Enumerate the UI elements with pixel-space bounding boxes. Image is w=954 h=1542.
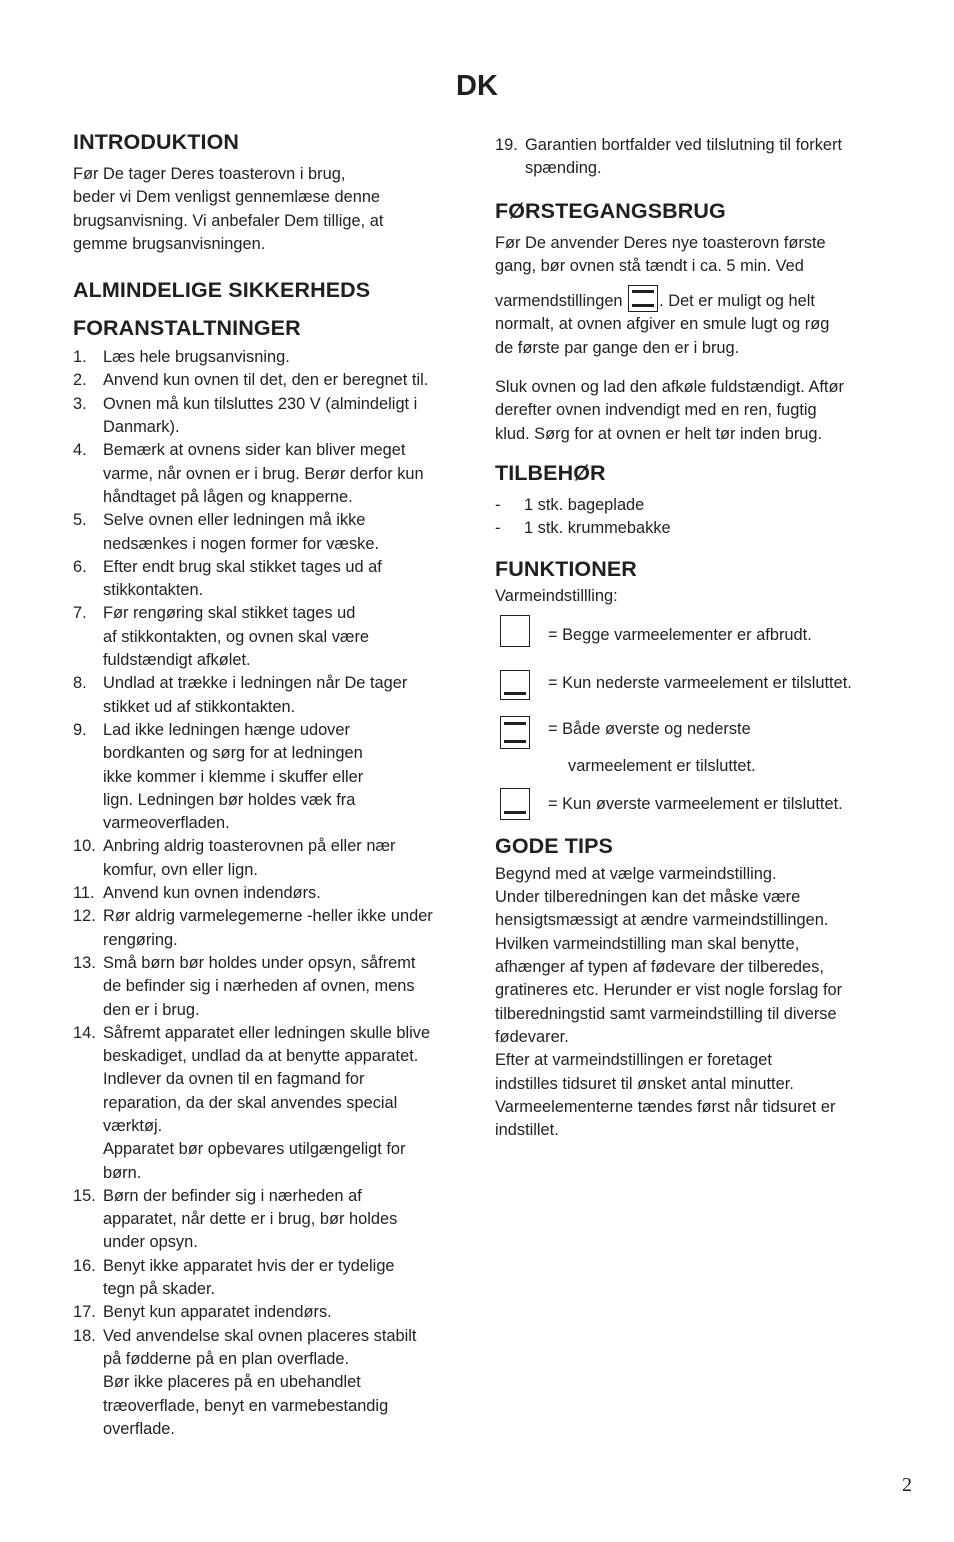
list-item-number: 17. (73, 1303, 96, 1322)
list-item-line: tegn på skader. (103, 1280, 216, 1299)
tips-line: Efter at varmeindstillingen er foretaget (495, 1051, 772, 1070)
tips-line: fødevarer. (495, 1027, 569, 1046)
list-item-line: Ovnen må kun tilsluttes 230 V (almindeligt i (103, 394, 418, 413)
list-item-number: 10. (73, 837, 96, 856)
list-item (495, 494, 895, 517)
accessories-heading: TILBEHØR (495, 460, 606, 485)
list-item-line: beskadiget, undlad da at benytte apparatet. (103, 1047, 419, 1066)
list-item-number: 6. (73, 557, 87, 576)
intro-heading: INTRODUKTION (73, 130, 240, 154)
heat-setting-off (495, 618, 895, 664)
page-number: 2 (902, 1474, 912, 1496)
list-item-line: Læs hele brugsanvisning. (103, 348, 290, 367)
accessories-list (495, 494, 895, 541)
heat-setting-text: = Både øverste og nederste (548, 719, 751, 738)
list-item-line: rengøring. (103, 930, 178, 949)
list-item-line: Benyt ikke apparatet hvis der er tydelige (103, 1256, 395, 1275)
intro-paragraph (73, 163, 465, 256)
first-use-paragraph-1 (495, 232, 895, 360)
heat-setting-bottom (495, 664, 895, 710)
list-item (73, 509, 465, 556)
list-item-number: 8. (73, 674, 87, 693)
safety-heading-line2: FORANSTALTNINGER (73, 316, 301, 341)
list-item (73, 1185, 465, 1255)
list-item (73, 393, 465, 440)
list-item-line: børn. (103, 1163, 142, 1182)
list-item-line: Rør aldrig varmelegemerne -heller ikke under (103, 907, 433, 926)
list-dash: - (495, 495, 501, 514)
list-item-number: 13. (73, 953, 96, 972)
heat-setting-top (495, 790, 895, 832)
list-item-line: Selve ovnen eller ledningen må ikke (103, 511, 366, 530)
tips-line: Varmeelementerne tændes først når tidsuret er (495, 1097, 836, 1116)
tips-heading: GODE TIPS (495, 833, 613, 858)
heat-setting-text: = Kun øverste varmeelement er tilsluttet. (548, 794, 843, 813)
list-item-line: Såfremt apparatet eller ledningen skulle blive (103, 1023, 431, 1042)
tips-line: hensigtsmæssigt at ændre varmeindstillingen. (495, 911, 829, 930)
list-item-number: 12. (73, 907, 96, 926)
first-use-paragraph-2 (495, 376, 895, 446)
list-item (73, 602, 465, 672)
intro-line: brugsanvisning. Vi anbefaler Dem tillige, at (73, 211, 384, 230)
list-item-line: bordkanten og sørg for at ledningen (103, 744, 363, 763)
first-use-line: de første par gange den er i brug. (495, 338, 740, 357)
tips-line: gratineres etc. Herunder er vist nogle forslag for (495, 981, 843, 1000)
list-item-line: komfur, ovn eller lign. (103, 860, 258, 879)
first-use-line-with-icon (495, 285, 895, 313)
list-item (73, 905, 465, 952)
list-item (73, 1325, 465, 1441)
first-use-text: . Det er muligt og helt (659, 292, 815, 311)
list-item-line: Før rengøring skal stikket tages ud (103, 604, 356, 623)
list-item (73, 952, 465, 1022)
list-item-line: under opsyn. (103, 1233, 198, 1252)
intro-line: beder vi Dem venligst gennemlæse denne (73, 188, 381, 207)
list-item-line: af stikkontakten, og ovnen skal være (103, 627, 370, 646)
list-item (73, 719, 465, 835)
first-use-line: gang, bør ovnen stå tændt i ca. 5 min. Ved (495, 256, 804, 275)
functions-heading: FUNKTIONER (495, 556, 637, 581)
list-item-number: 14. (73, 1023, 96, 1042)
list-item-line: varmeoverfladen. (103, 814, 230, 833)
list-item-line: apparatet, når dette er i brug, bør holdes (103, 1210, 398, 1229)
list-item-line: Anvend kun ovnen indendørs. (103, 884, 321, 903)
list-item-number: 19. (495, 136, 518, 154)
list-item-number: 4. (73, 441, 87, 460)
intro-line: Før De tager Deres toasterovn i brug, (73, 165, 346, 183)
tips-line: Hvilken varmeindstilling man skal benytte, (495, 934, 800, 953)
list-item-text: 1 stk. krummebakke (524, 519, 671, 538)
list-item-line: stikkontakten. (103, 581, 204, 600)
list-item-line: Anvend kun ovnen til det, den er beregnet til. (103, 371, 429, 390)
list-item-line: værktøj. (103, 1116, 163, 1135)
list-item-line: træoverflade, benyt en varmebestandig (103, 1396, 389, 1415)
list-item (73, 556, 465, 603)
list-item-line: stikket ud af stikkontakten. (103, 697, 296, 716)
list-item-number: 7. (73, 604, 87, 623)
list-item-line: overflade. (103, 1419, 175, 1438)
list-item-number: 15. (73, 1186, 96, 1205)
list-item-line: Bemærk at ovnens sider kan bliver meget (103, 441, 406, 460)
list-item-line: Ved anvendelse skal ovnen placeres stabilt (103, 1326, 417, 1345)
list-item-line: den er i brug. (103, 1000, 200, 1019)
list-item-text: 1 stk. bageplade (524, 495, 645, 514)
tips-paragraph (495, 863, 895, 1143)
list-item (495, 134, 895, 181)
list-item (73, 882, 465, 905)
list-item-number: 2. (73, 371, 87, 390)
functions-subheading: Varmeindstillling: (495, 586, 618, 605)
list-item-line: Garantien bortfalder ved tilslutning til forkert (525, 136, 843, 154)
heat-bottom-icon (500, 670, 530, 700)
list-dash: - (495, 519, 501, 538)
list-item-line: Efter endt brug skal stikket tages ud af (103, 557, 382, 576)
list-item (73, 1301, 465, 1324)
list-item-line: ikke kommer i klemme i skuffer eller (103, 767, 364, 786)
list-item (73, 1022, 465, 1185)
list-item (73, 346, 465, 369)
tips-line: Under tilberedningen kan det måske være (495, 888, 801, 907)
heat-setting-text: = Begge varmeelementer er afbrudt. (548, 625, 812, 644)
list-item (73, 439, 465, 509)
heat-both-icon (500, 716, 530, 749)
first-use-text: varmendstillingen (495, 292, 623, 311)
list-item (495, 517, 895, 540)
list-item (73, 835, 465, 882)
intro-line: gemme brugsanvisningen. (73, 234, 266, 253)
list-item-line: på fødderne på en plan overflade. (103, 1349, 350, 1368)
list-item (73, 369, 465, 392)
list-item (73, 672, 465, 719)
list-item-line: reparation, da der skal anvendes special (103, 1093, 398, 1112)
list-item-number: 9. (73, 720, 87, 739)
list-item-line: håndtaget på lågen og knapperne. (103, 487, 353, 506)
list-item-line: Bør ikke placeres på en ubehandlet (103, 1373, 361, 1392)
first-use-line: normalt, at ovnen afgiver en smule lugt og røg (495, 315, 830, 334)
list-item-line: nedsænkes i nogen former for væske. (103, 534, 380, 553)
list-item-line: Benyt kun apparatet indendørs. (103, 1303, 332, 1322)
list-item-line: Små børn bør holdes under opsyn, såfremt (103, 953, 416, 972)
first-use-line: Før De anvender Deres nye toasterovn første (495, 233, 826, 252)
list-item-number: 11. (73, 884, 95, 903)
heat-top-icon (500, 788, 530, 820)
first-use-heading: FØRSTEGANGSBRUG (495, 198, 726, 223)
list-item-line: Anbring aldrig toasterovnen på eller nær (103, 837, 396, 856)
page-language-title: DK (456, 70, 498, 102)
heat-setting-text: = Kun nederste varmeelement er tilsluttet. (548, 673, 852, 692)
heat-off-icon (500, 615, 530, 647)
tips-line: tilberedningstid samt varmeindstilling til diverse (495, 1004, 837, 1023)
list-item-number: 5. (73, 511, 87, 530)
list-item-line: lign. Ledningen bør holdes væk fra (103, 790, 356, 809)
heat-setting-text-continued: varmeelement er tilsluttet. (568, 756, 756, 775)
first-use-line: klud. Sørg for at ovnen er helt tør inden brug. (495, 424, 823, 443)
list-item-line: Undlad at trække i ledningen når De tager (103, 674, 408, 693)
tips-line: Begynd med at vælge varmeindstilling. (495, 864, 777, 883)
tips-line: indstilles tidsuret til ønsket antal minutter. (495, 1074, 794, 1093)
list-item-number: 18. (73, 1326, 96, 1345)
list-item-number: 16. (73, 1256, 96, 1275)
list-item-line: fuldstændigt afkølet. (103, 651, 251, 670)
right-column (495, 134, 895, 1142)
safety-heading-line1: ALMINDELIGE SIKKERHEDS (73, 278, 371, 303)
list-item-number: 3. (73, 394, 87, 413)
list-item-line: varme, når ovnen er i brug. Berør derfor kun (103, 464, 424, 483)
list-item-line: Danmark). (103, 418, 180, 437)
list-item-line: Lad ikke ledningen hænge udover (103, 720, 350, 739)
first-use-line: Sluk ovnen og lad den afkøle fuldstændigt. Aftør (495, 378, 844, 397)
heat-both-icon (628, 285, 658, 312)
tips-line: indstillet. (495, 1121, 559, 1140)
list-item-line: Børn der befinder sig i nærheden af (103, 1186, 362, 1205)
list-item-line: spænding. (525, 159, 602, 178)
first-use-line: derefter ovnen indvendigt med en ren, fugtig (495, 401, 817, 420)
left-column (73, 128, 465, 1441)
heat-settings (495, 618, 895, 832)
heat-setting-both (495, 710, 895, 790)
list-item-line: Indlever da ovnen til en fagmand for (103, 1070, 365, 1089)
list-item-line: Apparatet bør opbevares utilgængeligt for (103, 1140, 406, 1159)
list-item (73, 1255, 465, 1302)
list-item-line: de befinder sig i nærheden af ovnen, mens (103, 977, 415, 996)
safety-list-continued (495, 134, 895, 181)
safety-list (73, 346, 465, 1441)
tips-line: afhænger af typen af fødevare der tilberedes, (495, 958, 824, 977)
list-item-number: 1. (73, 348, 87, 367)
